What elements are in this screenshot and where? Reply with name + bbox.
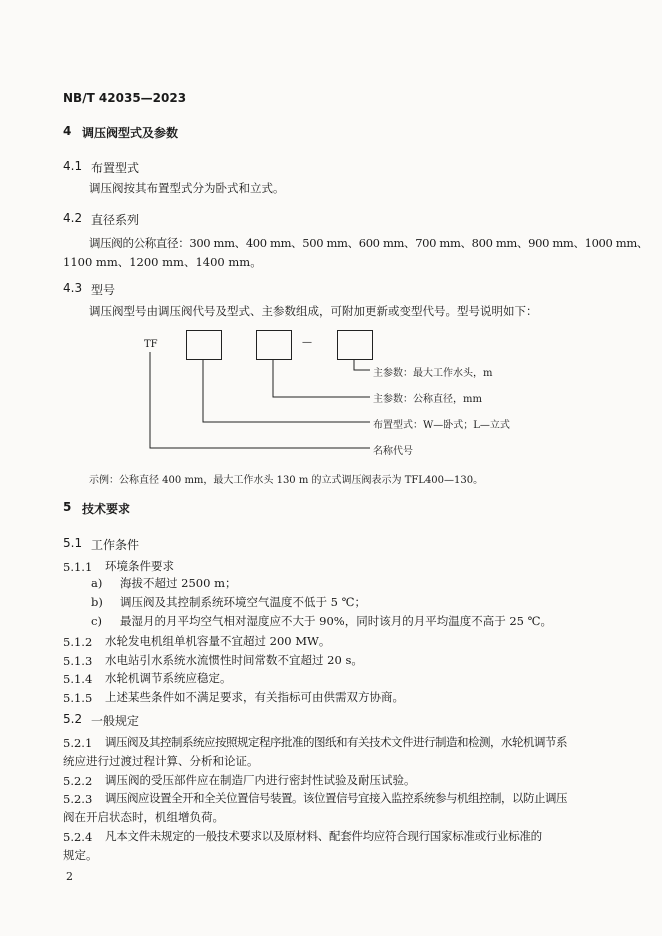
leader-type bbox=[203, 359, 370, 422]
clause-5-1-5-number: 5.1.5 bbox=[63, 691, 93, 705]
clause-5-1-3-text: 水电站引水系统水流惯性时间常数不宜超过 20 s。 bbox=[105, 653, 363, 667]
section-4-3-text: 调压阀型号由调压阀代号及型式、主参数组成，可附加更新或变型代号。型号说明如下： bbox=[89, 304, 538, 318]
leader-head bbox=[354, 359, 370, 370]
section-4-1-text: 调压阀按其布置型式分为卧式和立式。 bbox=[89, 181, 285, 195]
section-5-2-number: 5.2 bbox=[63, 712, 83, 726]
section-4-title: 调压阀型式及参数 bbox=[82, 126, 179, 140]
clause-5-2-1-line1: 调压阀及其控制系统应按照规定程序批准的图纸和有关技术文件进行制造和检测，水轮机调节系 bbox=[105, 735, 567, 749]
clause-5-2-4-line1: 凡本文件未规定的一般技术要求以及原材料、配套件均应符合现行国家标准或行业标准的 bbox=[105, 829, 542, 843]
clause-5-2-4-line2: 规定。 bbox=[63, 848, 98, 862]
clause-5-2-4-number: 5.2.4 bbox=[63, 830, 93, 844]
list-item-c-mark: c) bbox=[91, 614, 102, 628]
section-4-3-title: 型号 bbox=[91, 283, 116, 297]
diagram-label-code: 名称代号 bbox=[373, 446, 413, 457]
section-5-number: 5 bbox=[63, 500, 72, 514]
clause-5-1-5-text: 上述某些条件如不满足要求，有关指标可由供需双方协商。 bbox=[105, 690, 404, 704]
clause-5-2-1-number: 5.2.1 bbox=[63, 736, 93, 750]
clause-5-1-1-number: 5.1.1 bbox=[63, 560, 93, 574]
page-number: 2 bbox=[66, 870, 73, 883]
section-4-2-line2: 1100 mm、1200 mm、1400 mm。 bbox=[63, 255, 262, 269]
section-4-2-title: 直径系列 bbox=[91, 213, 140, 227]
list-item-c-text: 最湿月的月平均空气相对湿度应不大于 90%，同时该月的月平均温度不高于 25 ℃。 bbox=[120, 614, 553, 628]
section-5-2-title: 一般规定 bbox=[91, 714, 140, 728]
clause-5-1-4-number: 5.1.4 bbox=[63, 672, 93, 686]
list-item-a-mark: a) bbox=[91, 576, 103, 590]
clause-5-2-3-line1: 调压阀应设置全开和全关位置信号装置。该位置信号宜接入监控系统参与机组控制，以防止调压 bbox=[105, 791, 567, 805]
clause-5-1-2-text: 水轮发电机组单机容量不宜超过 200 MW。 bbox=[105, 634, 331, 648]
section-5-1-title: 工作条件 bbox=[91, 538, 140, 552]
list-item-b-mark: b) bbox=[91, 595, 103, 609]
section-4-number: 4 bbox=[63, 124, 72, 138]
section-4-1-title: 布置型式 bbox=[91, 161, 140, 175]
section-5-1-number: 5.1 bbox=[63, 536, 83, 550]
clause-5-1-4-text: 水轮机调节系统应稳定。 bbox=[105, 671, 232, 685]
diagram-label-head: 主参数：最大工作水头，m bbox=[373, 368, 493, 379]
diagram-prefix: TF bbox=[144, 339, 158, 350]
section-5-title: 技术要求 bbox=[82, 502, 131, 516]
clause-5-2-2-line1: 调压阀的受压部件应在制造厂内进行密封性试验及耐压试验。 bbox=[105, 773, 416, 787]
section-4-3-example: 示例：公称直径 400 mm，最大工作水头 130 m 的立式调压阀表示为 TFL400—130。 bbox=[89, 475, 484, 486]
clause-5-2-3-line2: 阀在开启状态时，机组增负荷。 bbox=[63, 810, 224, 824]
leader-diameter bbox=[273, 359, 370, 397]
diagram-dash: — bbox=[302, 337, 312, 348]
section-4-2-number: 4.2 bbox=[63, 211, 83, 225]
section-4-2-line1: 调压阀的公称直径：300 mm、400 mm、500 mm、600 mm、700 mm、800 mm、900 mm、1000 mm、 bbox=[89, 236, 649, 250]
diagram-label-diameter: 主参数：公称直径，mm bbox=[373, 394, 482, 405]
diagram-label-type: 布置型式：W—卧式；L—立式 bbox=[373, 420, 510, 431]
standard-code-header: NB/T 42035—2023 bbox=[63, 91, 187, 105]
clause-5-1-3-number: 5.1.3 bbox=[63, 654, 93, 668]
clause-5-2-1-line2: 统应进行过渡过程计算、分析和论证。 bbox=[63, 754, 259, 768]
clause-5-2-2-number: 5.2.2 bbox=[63, 774, 93, 788]
section-4-3-number: 4.3 bbox=[63, 281, 83, 295]
leader-code bbox=[150, 352, 370, 448]
section-4-1-number: 4.1 bbox=[63, 159, 83, 173]
clause-5-2-3-number: 5.2.3 bbox=[63, 792, 93, 806]
clause-5-1-2-number: 5.1.2 bbox=[63, 635, 93, 649]
list-item-a-text: 海拔不超过 2500 m； bbox=[120, 576, 237, 590]
clause-5-1-1-text: 环境条件要求 bbox=[105, 559, 174, 573]
list-item-b-text: 调压阀及其控制系统环境空气温度不低于 5 ℃； bbox=[120, 595, 366, 609]
